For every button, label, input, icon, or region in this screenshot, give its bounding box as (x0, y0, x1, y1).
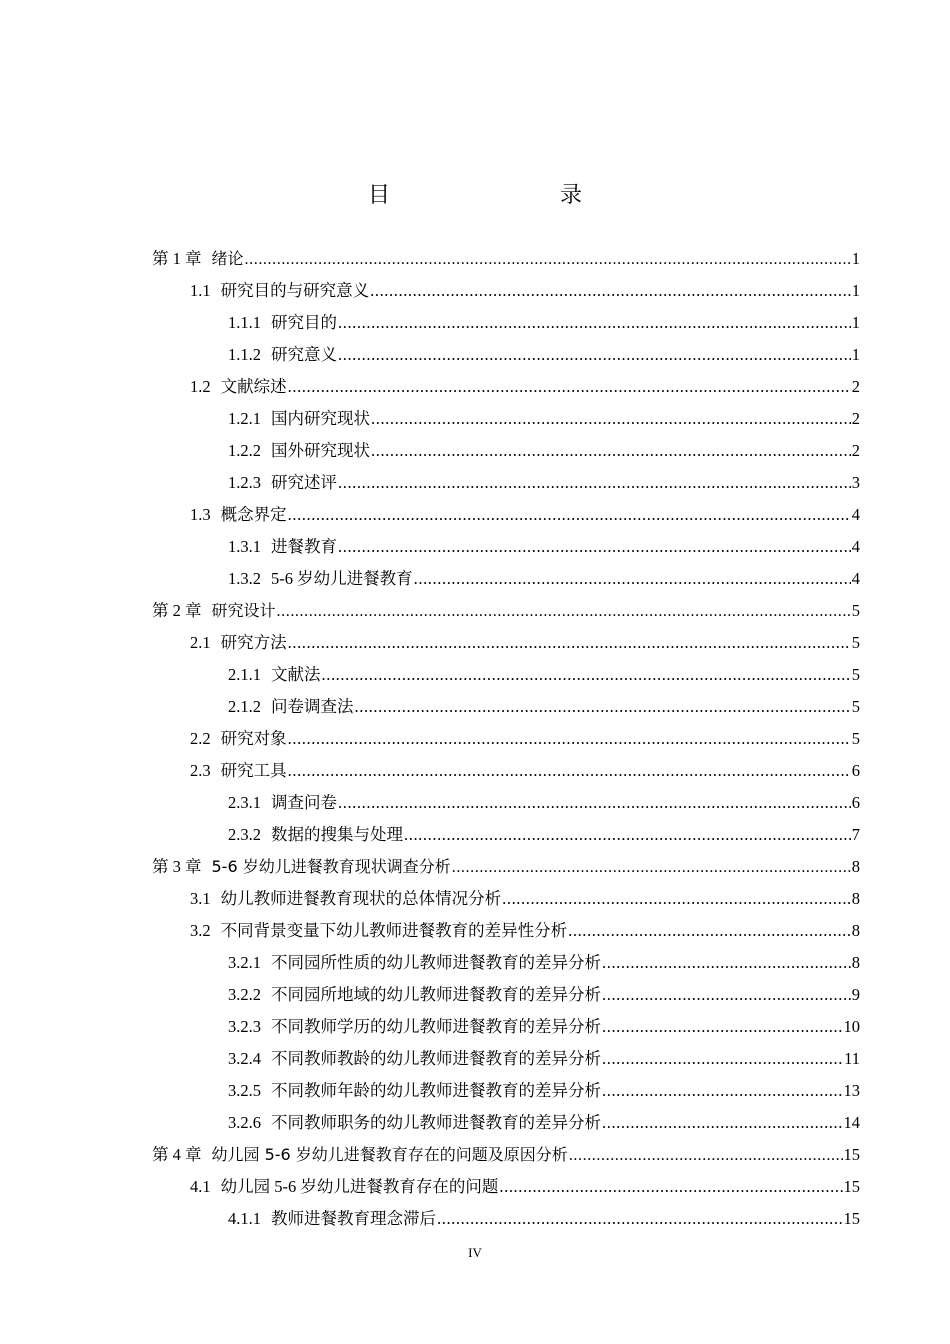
toc-entry-number: 3.2.4 (228, 1049, 261, 1068)
toc-entry[interactable] (152, 245, 860, 271)
toc-entry[interactable] (228, 405, 860, 431)
toc-entry-number: 2.2 (190, 729, 211, 748)
toc-entry-title: 概念界定 (220, 505, 287, 524)
toc-entry-number: 第 4 章 (152, 1145, 202, 1164)
toc-entry-title: 幼儿教师进餐教育现状的总体情况分析 (220, 889, 502, 908)
toc-dot-leader (414, 569, 851, 589)
toc-entry-number: 4.1.1 (228, 1209, 261, 1228)
toc-dot-leader (322, 665, 851, 685)
toc-dot-leader (288, 505, 851, 525)
toc-entry-title: 不同园所性质的幼儿教师进餐教育的差异分析 (271, 953, 601, 972)
toc-dot-leader (437, 1209, 843, 1229)
page-number-footer: IV (468, 1245, 482, 1260)
toc-entry[interactable] (228, 949, 860, 975)
toc-entry-title: 绪论 (211, 249, 244, 268)
toc-entry[interactable] (228, 565, 860, 591)
toc-entry-number: 2.3 (190, 761, 211, 780)
toc-entry[interactable] (228, 821, 860, 847)
toc-entry-page: 1 (851, 345, 860, 364)
toc-entry-title: 教师进餐教育理念滞后 (271, 1209, 436, 1228)
toc-dot-leader (404, 825, 851, 845)
toc-entry-number: 1.2.3 (228, 473, 261, 492)
toc-dot-leader (338, 793, 851, 813)
toc-dot-leader (338, 345, 851, 365)
toc-dot-leader (602, 1081, 843, 1101)
toc-dot-leader (602, 1113, 843, 1133)
toc-entry-title: 数据的搜集与处理 (271, 825, 403, 844)
toc-entry-number: 3.2.2 (228, 985, 261, 1004)
toc-entry-page: 6 (851, 761, 860, 780)
toc-dot-leader (602, 1049, 843, 1069)
toc-entry-page: 8 (851, 953, 860, 972)
toc-entry[interactable] (228, 1205, 860, 1231)
toc-dot-leader (499, 1177, 842, 1197)
toc-entry[interactable] (190, 757, 860, 783)
toc-entry-title: 5-6 岁幼儿进餐教育 (271, 569, 413, 588)
toc-dot-leader (602, 1017, 843, 1037)
toc-dot-leader (277, 603, 851, 621)
toc-dot-leader (288, 729, 851, 749)
toc-entry-title: 研究述评 (271, 473, 337, 492)
toc-entry-page: 8 (851, 889, 860, 908)
toc-entry[interactable] (190, 501, 860, 527)
toc-entry-title: 幼儿园 5-6 岁幼儿进餐教育存在的问题及原因分析 (211, 1145, 568, 1164)
toc-entry-number: 3.1 (190, 889, 211, 908)
toc-entry[interactable] (228, 1077, 860, 1103)
toc-entry-title: 不同背景变量下幼儿教师进餐教育的差异性分析 (220, 921, 568, 940)
toc-entry-page: 4 (851, 537, 860, 556)
toc-entry-number: 2.1 (190, 633, 211, 652)
toc-entry-number: 2.3.2 (228, 825, 261, 844)
toc-entry[interactable] (228, 789, 860, 815)
toc-entry-title: 研究目的 (271, 313, 337, 332)
toc-dot-leader (371, 441, 851, 461)
toc-entry-page: 5 (851, 697, 860, 716)
toc-entry-title: 调查问卷 (271, 793, 337, 812)
toc-entry-number: 1.2.2 (228, 441, 261, 460)
toc-entry-page: 1 (851, 281, 860, 300)
toc-dot-leader (569, 1147, 843, 1165)
toc-dot-leader (245, 251, 851, 269)
toc-entry[interactable] (228, 533, 860, 559)
toc-entry-number: 2.3.1 (228, 793, 261, 812)
toc-entry-number: 3.2.5 (228, 1081, 261, 1100)
toc-entry[interactable] (190, 917, 860, 943)
toc-title: 目 录 (367, 183, 624, 208)
toc-dot-leader (338, 313, 851, 333)
toc-entry-number: 第 2 章 (152, 601, 202, 620)
toc-entry-page: 15 (843, 1209, 860, 1228)
toc-entry-page: 5 (851, 601, 860, 620)
toc-entry-title: 不同教师年龄的幼儿教师进餐教育的差异分析 (271, 1081, 601, 1100)
toc-entry[interactable] (190, 1173, 860, 1199)
toc-entry-page: 7 (851, 825, 860, 844)
toc-dot-leader (602, 953, 851, 973)
toc-entry-number: 1.1.2 (228, 345, 261, 364)
toc-entry-title: 国外研究现状 (271, 441, 370, 460)
toc-entry[interactable] (228, 1013, 860, 1039)
toc-entry-number: 1.2.1 (228, 409, 261, 428)
toc-entry-number: 1.2 (190, 377, 211, 396)
toc-entry[interactable] (190, 373, 860, 399)
toc-entry-title: 研究目的与研究意义 (220, 281, 370, 300)
toc-entry[interactable] (190, 629, 860, 655)
toc-entry-number: 1.1.1 (228, 313, 261, 332)
toc-dot-leader (338, 473, 851, 493)
toc-entry-page: 5 (851, 729, 860, 748)
toc-entry-page: 5 (851, 633, 860, 652)
toc-entry-page: 11 (844, 1049, 860, 1068)
toc-entry-page: 2 (851, 377, 860, 396)
toc-entry-page: 13 (843, 1081, 860, 1100)
toc-entry-page: 14 (843, 1113, 860, 1132)
toc-entry[interactable] (228, 1045, 860, 1071)
toc-entry-number: 3.2.3 (228, 1017, 261, 1036)
toc-entry-number: 1.3 (190, 505, 211, 524)
toc-entry-title: 国内研究现状 (271, 409, 370, 428)
toc-entry-title: 进餐教育 (271, 537, 337, 556)
toc-dot-leader (355, 697, 851, 717)
toc-entry-title: 研究意义 (271, 345, 337, 364)
toc-dot-leader (568, 921, 851, 941)
toc-entry-title: 研究对象 (220, 729, 287, 748)
toc-dot-leader (370, 281, 851, 301)
toc-entry-title: 幼儿园 5-6 岁幼儿进餐教育存在的问题 (220, 1177, 499, 1196)
toc-entry-title: 不同教师教龄的幼儿教师进餐教育的差异分析 (271, 1049, 601, 1068)
toc-entry-number: 2.1.2 (228, 697, 261, 716)
toc-dot-leader (452, 859, 851, 877)
toc-entry[interactable] (152, 597, 860, 623)
toc-entry[interactable] (228, 661, 860, 687)
toc-entry-number: 1.1 (190, 281, 211, 300)
toc-entry-number: 1.3.1 (228, 537, 261, 556)
toc-entry-page: 4 (851, 505, 860, 524)
toc-dot-leader (371, 409, 851, 429)
toc-entry[interactable] (228, 341, 860, 367)
toc-entry-title: 不同园所地域的幼儿教师进餐教育的差异分析 (271, 985, 601, 1004)
toc-entry-page: 1 (851, 313, 860, 332)
toc-entry-page: 8 (851, 921, 860, 940)
toc-entry-page: 2 (851, 409, 860, 428)
toc-entry[interactable] (190, 885, 860, 911)
toc-entry[interactable] (190, 725, 860, 751)
toc-entry-page: 2 (851, 441, 860, 460)
toc-dot-leader (288, 761, 851, 781)
toc-dot-leader (602, 985, 851, 1005)
toc-dot-leader (288, 633, 851, 653)
toc-entry-number: 第 1 章 (152, 249, 202, 268)
toc-entry[interactable] (228, 981, 860, 1007)
toc-entry-title: 文献综述 (220, 377, 287, 396)
toc-entry-number: 1.3.2 (228, 569, 261, 588)
toc-entry-number: 第 3 章 (152, 857, 202, 876)
toc-entry-title: 5-6 岁幼儿进餐教育现状调查分析 (211, 857, 451, 876)
toc-entry-page: 15 (843, 1145, 860, 1164)
toc-entry-number: 3.2.6 (228, 1113, 261, 1132)
toc-entry[interactable] (228, 1109, 860, 1135)
toc-dot-leader (502, 889, 851, 909)
toc-entry-number: 3.2.1 (228, 953, 261, 972)
toc-entry[interactable] (228, 469, 860, 495)
toc-entry-number: 2.1.1 (228, 665, 261, 684)
toc-entry-number: 4.1 (190, 1177, 211, 1196)
toc-entry[interactable] (228, 437, 860, 463)
toc-entry[interactable] (228, 693, 860, 719)
toc-entry-title: 研究工具 (220, 761, 287, 780)
toc-entry-page: 3 (851, 473, 860, 492)
toc-entry-title: 不同教师学历的幼儿教师进餐教育的差异分析 (271, 1017, 601, 1036)
toc-dot-leader (288, 377, 851, 397)
toc-entry-title: 不同教师职务的幼儿教师进餐教育的差异分析 (271, 1113, 601, 1132)
toc-entry-page: 10 (843, 1017, 860, 1036)
toc-dot-leader (338, 537, 851, 557)
toc-entry-number: 3.2 (190, 921, 211, 940)
toc-entry-page: 1 (851, 249, 860, 268)
toc-entry-title: 研究设计 (211, 601, 276, 620)
toc-entry-title: 问卷调查法 (271, 697, 354, 716)
toc-entry[interactable] (152, 1141, 860, 1167)
toc-entry-page: 8 (851, 857, 860, 876)
toc-entry-page: 5 (851, 665, 860, 684)
toc-entry-title: 研究方法 (220, 633, 287, 652)
toc-entry-page: 9 (851, 985, 860, 1004)
toc-entry-page: 6 (851, 793, 860, 812)
toc-entry[interactable] (190, 277, 860, 303)
toc-entry[interactable] (228, 309, 860, 335)
toc-entry[interactable] (152, 853, 860, 879)
toc-entry-page: 4 (851, 569, 860, 588)
toc-entry-page: 15 (843, 1177, 860, 1196)
toc-entry-title: 文献法 (271, 665, 321, 684)
